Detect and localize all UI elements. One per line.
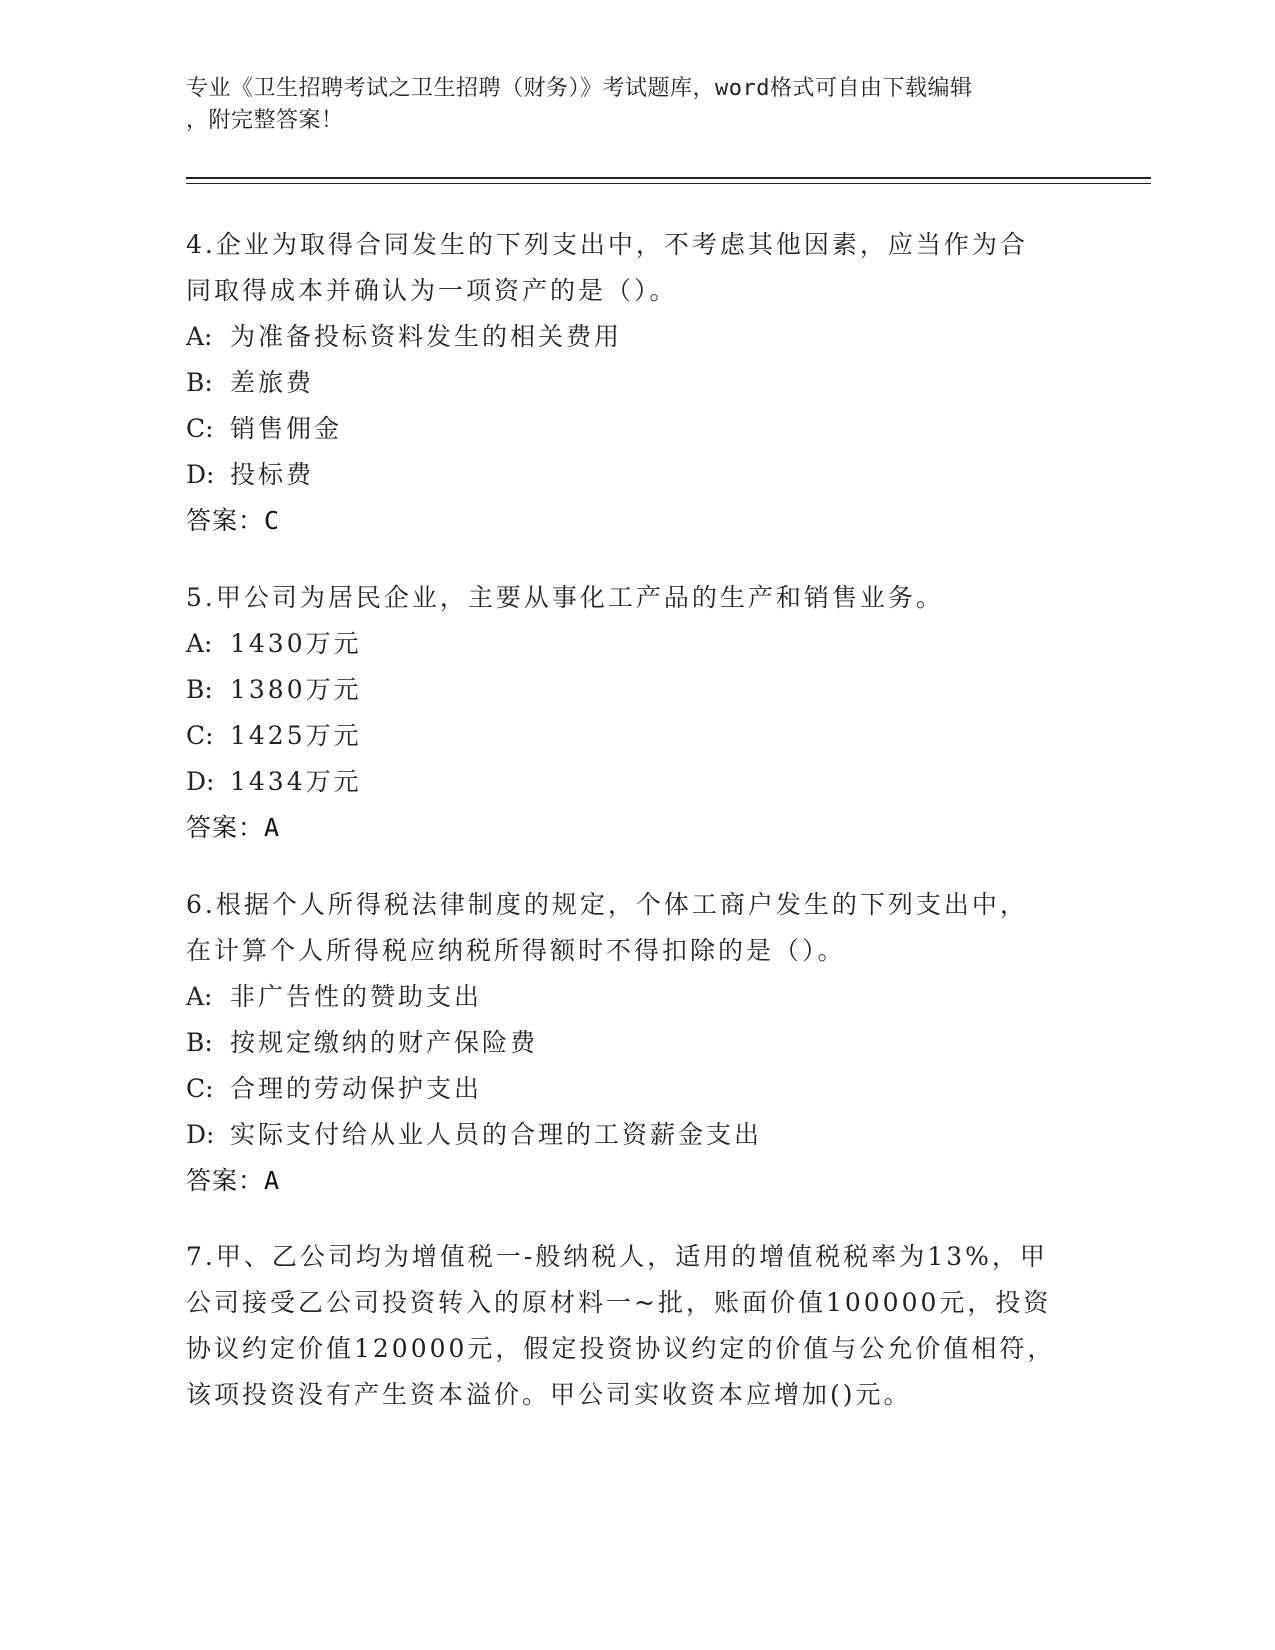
option-key: B:	[186, 675, 213, 704]
question-4	[186, 222, 1086, 544]
question-stem: 公司接受乙公司投资转入的原材料一~批，账面价值100000元，投资	[186, 1288, 1052, 1317]
option-text: 合理的劳动保护支出	[230, 1074, 483, 1103]
question-stem: 协议约定价值120000元，假定投资协议约定的价值与公允价值相符，	[186, 1334, 1056, 1363]
option-c	[186, 406, 1086, 452]
option-text: 为准备投标资料发生的相关费用	[230, 322, 623, 351]
option-key: B:	[186, 368, 213, 397]
question-5	[186, 575, 1086, 851]
option-key: C:	[186, 414, 214, 443]
answer-line: 答案：C	[186, 506, 281, 535]
option-text: 1430万元	[230, 629, 362, 658]
question-stem: 在计算个人所得税应纳税所得额时不得扣除的是（）。	[186, 936, 846, 965]
answer-line: 答案：A	[186, 813, 281, 842]
option-a	[186, 621, 1086, 667]
option-key: A:	[186, 322, 213, 351]
question-6	[186, 882, 1086, 1204]
option-c	[186, 1066, 1086, 1112]
option-c	[186, 713, 1086, 759]
option-text: 差旅费	[230, 368, 315, 397]
option-d	[186, 452, 1086, 498]
option-text: 1425万元	[230, 721, 362, 750]
answer-line: 答案：A	[186, 1166, 281, 1195]
option-key: C:	[186, 1074, 214, 1103]
option-text: 投标费	[230, 460, 315, 489]
option-text: 1380万元	[230, 675, 362, 704]
option-a	[186, 974, 1086, 1020]
option-d	[186, 759, 1086, 805]
question-stem: 4.企业为取得合同发生的下列支出中，不考虑其他因素，应当作为合	[186, 230, 1028, 259]
option-key: B:	[186, 1028, 213, 1057]
option-text: 非广告性的赞助支出	[230, 982, 483, 1011]
question-stem: 同取得成本并确认为一项资产的是（）。	[186, 276, 678, 305]
option-key: A:	[186, 629, 213, 658]
option-text: 销售佣金	[230, 414, 343, 443]
option-b	[186, 667, 1086, 713]
document-header	[186, 73, 1086, 137]
question-stem: 该项投资没有产生资本溢价。甲公司实收资本应增加()元。	[186, 1380, 912, 1409]
option-key: C:	[186, 721, 214, 750]
option-a	[186, 314, 1086, 360]
option-key: D:	[186, 1120, 215, 1149]
header-line-2: ，附完整答案！	[186, 108, 344, 133]
question-stem: 6.根据个人所得税法律制度的规定，个体工商户发生的下列支出中，	[186, 890, 1028, 919]
option-d	[186, 1112, 1086, 1158]
option-text: 实际支付给从业人员的合理的工资薪金支出	[230, 1120, 763, 1149]
option-b	[186, 360, 1086, 406]
option-key: D:	[186, 767, 215, 796]
option-b	[186, 1020, 1086, 1066]
header-line-1: 专业《卫生招聘考试之卫生招聘（财务）》考试题库，word格式可自由下载编辑	[186, 76, 973, 101]
option-text: 按规定缴纳的财产保险费	[230, 1028, 539, 1057]
option-key: D:	[186, 460, 215, 489]
header-divider	[186, 177, 1151, 184]
question-stem: 5.甲公司为居民企业，主要从事化工产品的生产和销售业务。	[186, 583, 944, 612]
question-7	[186, 1234, 1086, 1418]
question-stem: 7.甲、乙公司均为增值税一-般纳税人，适用的增值税税率为13%，甲	[186, 1242, 1048, 1271]
option-key: A:	[186, 982, 213, 1011]
option-text: 1434万元	[230, 767, 362, 796]
